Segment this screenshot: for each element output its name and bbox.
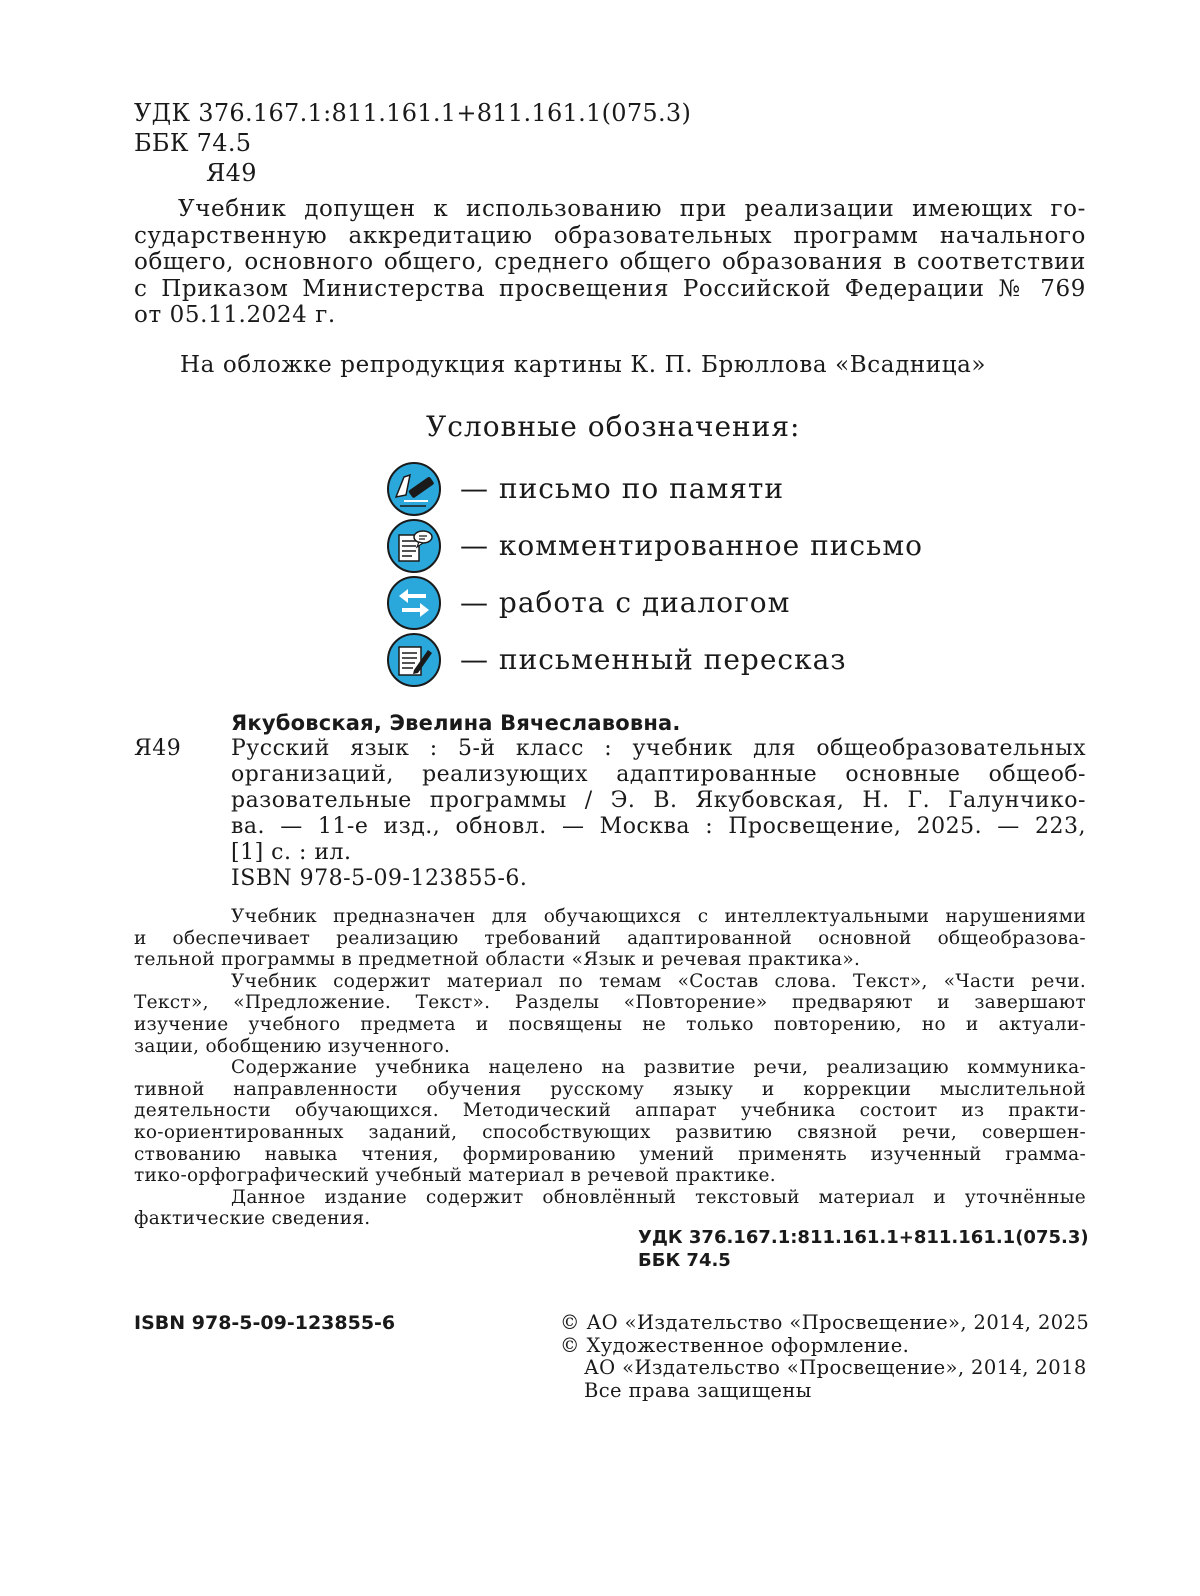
catalog-line: организаций, реализующих адаптированные основные общеоб- xyxy=(231,762,1086,787)
annotation-line: Текст», «Предложение. Текст». Разделы «Повторение» предваряют и завершают xyxy=(134,992,1086,1014)
annotation-line: ко-ориентированных заданий, способствующих развитию связной речи, совершен- xyxy=(134,1121,1086,1143)
document-pen-icon xyxy=(386,632,442,688)
annotation-line: тивной направленности обучения русскому языку и коррекции мыслительной xyxy=(134,1078,1086,1100)
annotation-line: зации, обобщению изученного. xyxy=(134,1035,451,1057)
cover-note: На обложке репродукция картины К. П. Брюллова «Всадница» xyxy=(180,352,987,378)
catalog-record xyxy=(134,710,1086,892)
rights-reserved: Все права защищены xyxy=(584,1378,812,1402)
bbk-code: ББК 74.5 xyxy=(134,129,252,157)
catalog-line: разовательные программы / Э. В. Якубовская, Н. Г. Галунчико- xyxy=(231,788,1086,813)
approval-line: от 05.11.2024 г. xyxy=(134,302,336,328)
approval-statement xyxy=(134,196,1086,329)
annotation-line: фактические сведения. xyxy=(134,1208,371,1230)
document-speech-icon xyxy=(386,518,442,574)
annotation-line: тико-орфографический учебный материал в речевой практике. xyxy=(134,1165,776,1187)
legend-item-label: — работа с диалогом xyxy=(460,586,791,619)
legend-item xyxy=(386,574,923,631)
annotation-line: Учебник содержит материал по темам «Состав слова. Текст», «Части речи. xyxy=(231,970,1086,992)
legend-list xyxy=(386,460,923,688)
catalog-line: [1] с. : ил. xyxy=(231,840,352,865)
annotation-line: Учебник предназначен для обучающихся с интеллектуальными нарушениями xyxy=(231,906,1086,927)
copyright-line: © АО «Издательство «Просвещение», 2014, 2025 xyxy=(560,1311,1090,1334)
legend-item xyxy=(386,517,923,574)
annotation-line: деятельности обучающихся. Методический аппарат учебника состоит из практи- xyxy=(134,1100,1086,1122)
legend-item-label: — комментированное письмо xyxy=(460,529,923,562)
legend-item xyxy=(386,460,923,517)
footer-udk-code: УДК 376.167.1:811.161.1+811.161.1(075.3) xyxy=(638,1227,1089,1248)
legend-item-label: — письменный пересказ xyxy=(460,643,847,676)
catalog-line: Русский язык : 5-й класс : учебник для общеобразовательных xyxy=(231,736,1086,761)
copyright-line: © Художественное оформление. xyxy=(560,1333,910,1357)
copyright-line: АО «Издательство «Просвещение», 2014, 2018 xyxy=(584,1356,1087,1379)
annotation-line: ствованию навыка чтения, формированию умений применять изученный грамма- xyxy=(134,1143,1086,1165)
annotation-line: тельной программы в предметной области «Язык и речевая практика». xyxy=(134,949,861,971)
author-mark: Я49 xyxy=(206,159,257,187)
copyright-block xyxy=(560,1312,1089,1402)
annotation-line: изучение учебного предмета и посвящены не только повторению, но и актуали- xyxy=(134,1013,1086,1035)
udk-code: УДК 376.167.1:811.161.1+811.161.1(075.3) xyxy=(134,99,692,127)
approval-line: с Приказом Министерства просвещения Российской Федерации № 769 xyxy=(134,275,1086,302)
annotation-line: Содержание учебника нацелено на развитие речи, реализацию коммуника- xyxy=(231,1057,1086,1079)
isbn: ISBN 978-5-09-123855-6 xyxy=(134,1312,396,1334)
classification-codes xyxy=(134,98,691,188)
annotation-line: и обеспечивает реализацию требований адаптированной основной общеобразова- xyxy=(134,927,1086,949)
legend-title: Условные обозначения: xyxy=(426,410,801,443)
approval-line: Учебник допущен к использованию при реализации имеющих го- xyxy=(178,196,1086,222)
catalog-isbn: ISBN 978-5-09-123855-6. xyxy=(231,866,528,891)
arrows-exchange-icon xyxy=(386,575,442,631)
author-name: Якубовская, Эвелина Вячеславовна. xyxy=(231,711,681,735)
footer-classification-codes xyxy=(638,1226,1089,1272)
catalog-line: ва. — 11-е изд., обновл. — Москва : Просвещение, 2025. — 223, xyxy=(231,814,1086,839)
pen-writing-icon xyxy=(386,461,442,517)
catalog-code: Я49 xyxy=(134,736,182,761)
annotation-line: Данное издание содержит обновлённый текстовый материал и уточнённые xyxy=(231,1186,1086,1208)
legend-item-label: — письмо по памяти xyxy=(460,472,785,505)
legend-item xyxy=(386,631,923,688)
approval-line: сударственную аккредитацию образовательных программ начального xyxy=(134,222,1086,249)
annotation xyxy=(134,906,1086,1230)
approval-line: общего, основного общего, среднего общего образования в соответствии xyxy=(134,249,1086,275)
footer-bbk-code: ББК 74.5 xyxy=(638,1250,731,1271)
